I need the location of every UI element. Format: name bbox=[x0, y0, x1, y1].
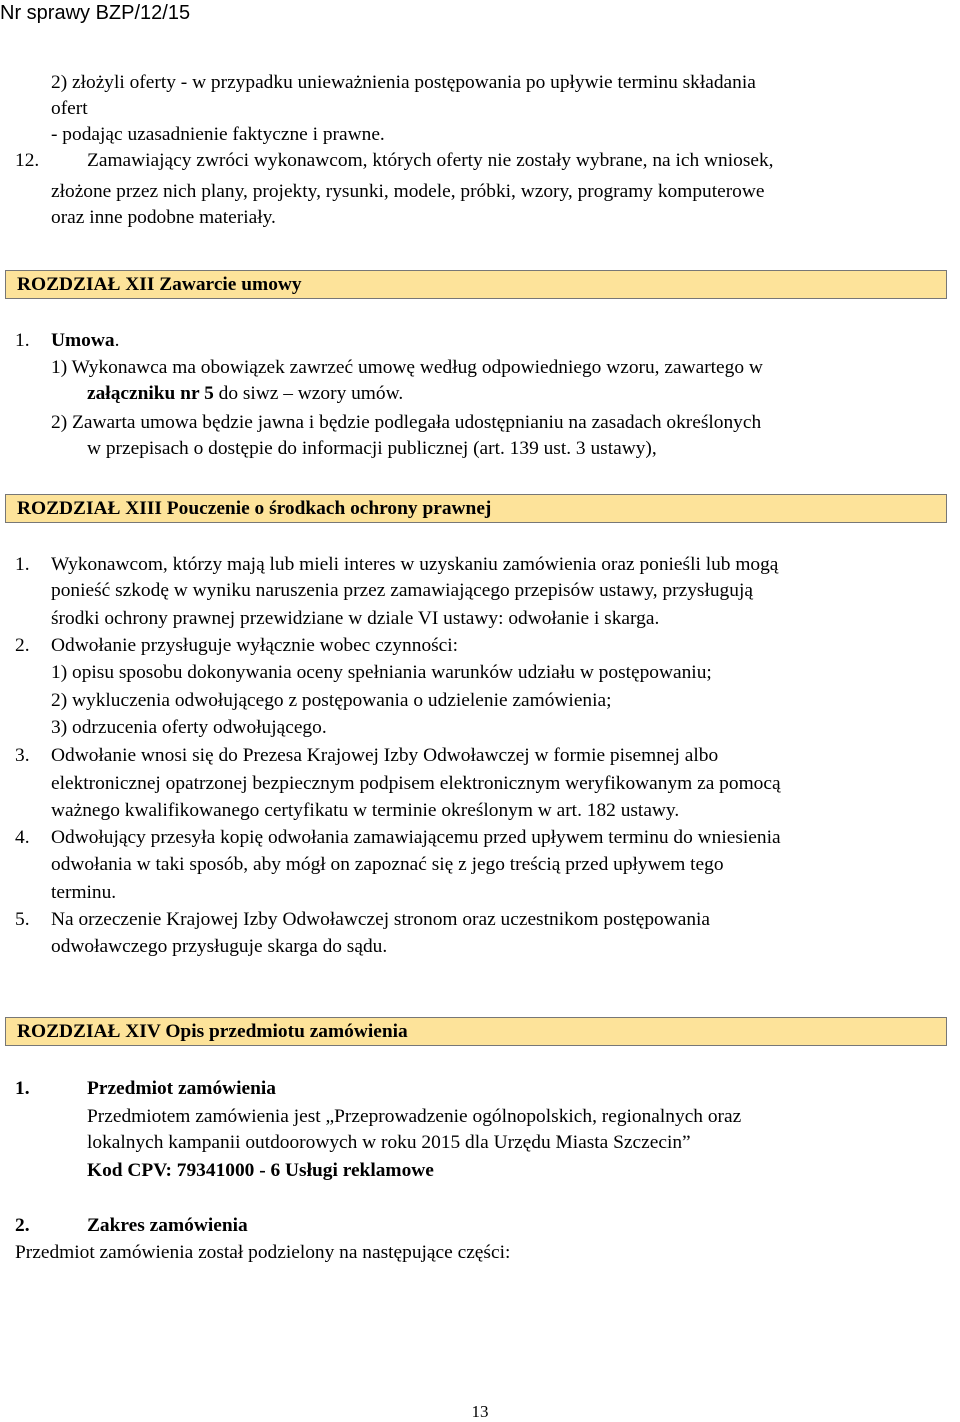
ch12-s1-line2-rest: do siwz – wzory umów. bbox=[213, 383, 404, 404]
ch14-s1-number: 1. bbox=[15, 1078, 30, 1099]
ch13-i2-line1: Odwołanie przysługuje wyłącznie wobec czynności: bbox=[51, 635, 459, 656]
item12-number: 12. bbox=[15, 150, 40, 171]
item2-line2: ofert bbox=[51, 98, 88, 119]
chapter-xii-title: ROZDZIAŁ XII Zawarcie umowy bbox=[17, 274, 302, 295]
ch12-s2-line1: 2) Zawarta umowa będzie jawna i będzie podlegała udostępnianiu na zasadach określonych bbox=[51, 412, 762, 433]
ch13-i3-line2: elektronicznej opatrzonej bezpiecznym podpisem elektronicznym weryfikowanym za pomocą bbox=[51, 773, 781, 794]
document-header: Nr sprawy BZP/12/15 bbox=[0, 2, 191, 24]
ch13-i2-sub2: 2) wykluczenia odwołującego z postępowania o udzielenie zamówienia; bbox=[51, 690, 612, 711]
ch14-s1-line1: Przedmiotem zamówienia jest „Przeprowadzenie ogólnopolskich, regionalnych oraz bbox=[87, 1106, 742, 1127]
ch13-i3-number: 3. bbox=[15, 745, 30, 766]
ch12-s1-line2 bbox=[87, 382, 403, 406]
ch13-i4-line3: terminu. bbox=[51, 882, 117, 903]
ch13-i5-number: 5. bbox=[15, 909, 30, 930]
ch12-p1-number: 1. bbox=[15, 330, 30, 351]
attachment-ref: załączniku nr 5 bbox=[87, 383, 214, 404]
ch12-p1-dot: . bbox=[114, 330, 120, 351]
chapter-xiv-heading bbox=[5, 1017, 947, 1046]
item2-line3: - podając uzasadnienie faktyczne i prawne. bbox=[51, 124, 385, 145]
ch12-s2-line2: w przepisach o dostępie do informacji publicznej (art. 139 ust. 3 ustawy), bbox=[87, 438, 657, 459]
ch14-s1-line2: lokalnych kampanii outdoorowych w roku 2015 dla Urzędu Miasta Szczecin” bbox=[87, 1132, 691, 1153]
ch13-i1-line3: środki ochrony prawnej przewidziane w dziale VI ustawy: odwołanie i skarga. bbox=[51, 608, 660, 629]
ch13-i2-sub1: 1) opisu sposobu dokonywania oceny spełniania warunków udziału w postępowaniu; bbox=[51, 662, 712, 683]
item12-line2: złożone przez nich plany, projekty, rysunki, modele, próbki, wzory, programy komputerowe bbox=[51, 181, 765, 202]
ch13-i1-line2: ponieść szkodę w wyniku naruszenia przez zamawiającego przepisów ustawy, przysługują bbox=[51, 580, 753, 601]
ch13-i2-number: 2. bbox=[15, 635, 30, 656]
ch13-i3-line1: Odwołanie wnosi się do Prezesa Krajowej Izby Odwoławczej w formie pisemnej albo bbox=[51, 745, 719, 766]
ch13-i1-number: 1. bbox=[15, 554, 30, 575]
chapter-xii-heading bbox=[5, 270, 947, 299]
chapter-xiii-heading bbox=[5, 494, 947, 523]
item2-line1: 2) złożyli oferty - w przypadku unieważnienia postępowania po upływie terminu składania bbox=[51, 72, 756, 93]
ch12-p1-label: Umowa bbox=[51, 330, 115, 351]
ch13-i4-number: 4. bbox=[15, 827, 30, 848]
ch13-i5-line1: Na orzeczenie Krajowej Izby Odwoławczej stronom oraz uczestnikom postępowania bbox=[51, 909, 711, 930]
ch14-s2-title: Zakres zamówienia bbox=[87, 1215, 248, 1236]
ch14-s1-title: Przedmiot zamówienia bbox=[87, 1078, 277, 1099]
ch13-i4-line2: odwołania w taki sposób, aby mógł on zapoznać się z jego treścią przed upływem tego bbox=[51, 854, 724, 875]
ch13-i4-line1: Odwołujący przesyła kopię odwołania zamawiającemu przed upływem terminu do wniesienia bbox=[51, 827, 781, 848]
item12-line3: oraz inne podobne materiały. bbox=[51, 207, 276, 228]
ch14-s2-number: 2. bbox=[15, 1215, 30, 1236]
ch12-s1-line1: 1) Wykonawca ma obowiązek zawrzeć umowę według odpowiedniego wzoru, zawartego w bbox=[51, 357, 763, 378]
chapter-xiii-title: ROZDZIAŁ XIII Pouczenie o środkach ochrony prawnej bbox=[17, 498, 492, 519]
ch14-s2-line1: Przedmiot zamówienia został podzielony na następujące części: bbox=[15, 1242, 511, 1263]
ch13-i3-line3: ważnego kwalifikowanego certyfikatu w terminie określonym w art. 182 ustawy. bbox=[51, 800, 680, 821]
cpv-code: Kod CPV: 79341000 - 6 Usługi reklamowe bbox=[87, 1160, 434, 1181]
chapter-xiv-title: ROZDZIAŁ XIV Opis przedmiotu zamówienia bbox=[17, 1021, 408, 1042]
ch13-i2-sub3: 3) odrzucenia oferty odwołującego. bbox=[51, 717, 327, 738]
ch13-i1-line1: Wykonawcom, którzy mają lub mieli interes w uzyskaniu zamówienia oraz ponieśli lub mogą bbox=[51, 554, 779, 575]
ch12-p1-title bbox=[51, 329, 119, 353]
item12-line1: Zamawiający zwróci wykonawcom, których oferty nie zostały wybrane, na ich wniosek, bbox=[87, 150, 774, 171]
page-number: 13 bbox=[471, 1402, 489, 1421]
ch13-i5-line2: odwoławczego przysługuje skarga do sądu. bbox=[51, 936, 388, 957]
